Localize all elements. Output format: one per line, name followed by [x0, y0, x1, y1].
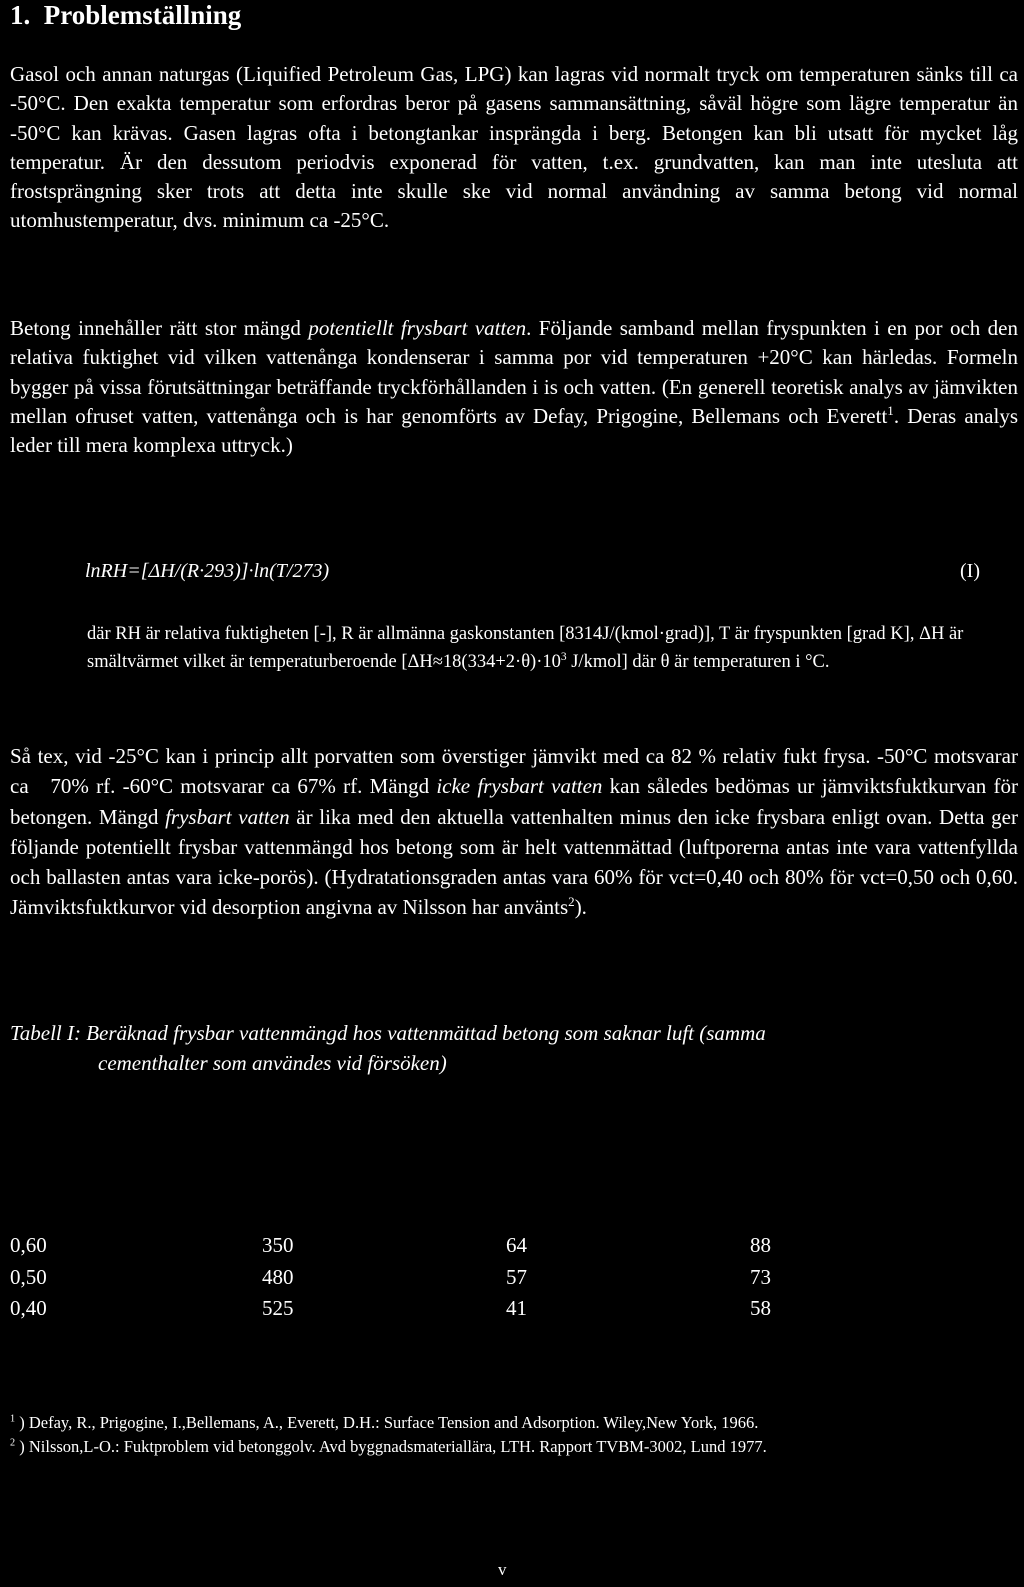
- formula-number: (I): [960, 560, 980, 582]
- table-cell: 0,50: [10, 1264, 47, 1289]
- text-span: ).: [574, 895, 587, 920]
- caption-line: cementhalter som användes vid försöken): [98, 1051, 447, 1075]
- footnote-text: ) Defay, R., Prigogine, I.,Bellemans, A., Everett, D.H.: Surface Tension and Adsorption. Wiley,New York, 1966.: [15, 1413, 759, 1432]
- page-number: v: [498, 1560, 507, 1579]
- text-span: Så tex, vid -25°C kan i princip allt porvatten som överstiger jämvikt med ca 82 % relativ fukt frysa. -50°C motsvarar ca 70% rf. -60°C motsvarar ca 67% rf. Mängd: [10, 744, 1018, 799]
- text-span: . Följande samband mellan fryspunkten i en por och den relativa fuktighet vid vilken vattenånga kondenserar i samma por vid temperaturen +20°C kan härledas. Formeln bygger på vissa förutsättningar beträffande tryckförhållanden i is och vatten. (En generell teoretisk analys av jämvikten mellan ofruset vatten, vattenånga och is har genomförts av Defay, Prigogine, Bellemans och Everett: [10, 316, 1019, 428]
- emphasis-text: icke frysbart vatten: [436, 774, 603, 799]
- text-span: där RH är relativa fuktigheten [-], R är allmänna gaskonstanten [8314J/(kmol·grad)], T är fryspunkten [grad K], ΔH är smältvärmet vilket är temperaturberoende [ΔH≈18(334+2·θ)·10: [87, 624, 964, 672]
- footnote-ref: 2: [568, 894, 575, 910]
- table-cell: 525: [262, 1296, 294, 1320]
- table-cell: 88: [750, 1233, 771, 1257]
- table-row: [10, 1265, 771, 1297]
- table-cell: 64: [506, 1233, 527, 1257]
- paragraph-frysbart-vatten: [10, 314, 1018, 460]
- text-span: . Deras analys leder till mera komplexa uttryck.): [10, 403, 1018, 458]
- table-caption: [10, 1018, 1010, 1078]
- text-span: kan således bedömas ur jämviktsfuktkurvan för betongen. Mängd: [10, 774, 1018, 829]
- exponent: 3: [560, 650, 567, 663]
- footnote: [10, 1413, 1010, 1433]
- text-span: är lika med den aktuella vattenhalten minus den icke frysbara enligt ovan. Detta ger följande potentiellt frysbar vattenmängd hos betong som är helt vattenmättad (luftporerna antas inte vara vattenfyllda och ballasten antas vara icke-porös). (Hydratationsgraden antas vara 60% för vct=0,40 och 80% för vct=0,50 och 0,60. Jämviktsfuktkurvor vid desorption angivna av Nilsson har använts: [10, 804, 1018, 920]
- caption-line: Tabell I: Beräknad frysbar vattenmängd hos vattenmättad betong som saknar luft (samma: [10, 1021, 766, 1045]
- footnote: [10, 1437, 1010, 1457]
- emphasis-text: frysbart vatten: [165, 804, 290, 829]
- table-cell: 41: [506, 1296, 527, 1320]
- table-cell: 350: [262, 1233, 294, 1257]
- table-cell: 57: [506, 1264, 527, 1289]
- footnote-ref: 1: [887, 402, 894, 418]
- footnote-mark: 1: [10, 1413, 16, 1425]
- formula-expression: lnRH=[ΔH/(R·293)]·ln(T/273): [85, 560, 330, 582]
- footnotes: [10, 1413, 1010, 1457]
- table-row: [10, 1233, 771, 1265]
- section-heading: 1. Problemställning: [10, 0, 242, 30]
- formula-explanation: [87, 620, 1017, 676]
- footnote-mark: 2: [10, 1437, 16, 1449]
- text-span: J/kmol] där θ är temperaturen i °C.: [566, 652, 830, 672]
- paragraph-problem-intro: Gasol och annan naturgas (Liquified Petroleum Gas, LPG) kan lagras vid normalt tryck om temperaturen sänks till ca -50°C. Den exakta temperatur som erfordras beror på gasens sammansättning, såväl högre som lägre temperatur än -50°C kan krävas. Gasen lagras ofta i betongtankar insprängda i berg. Betongen kan bli utsatt för mycket låg temperatur. Är den dessutom periodvis exponerad för vatten, t.ex. grundvatten, kan man inte utesluta att frostsprängning sker trots att detta inte skulle ske vid normal användning av samma betong vid normal utomhustemperatur, dvs. minimum ca -25°C.: [10, 62, 1018, 233]
- table-cell: 480: [262, 1264, 294, 1289]
- table-cell: 73: [750, 1264, 771, 1289]
- paragraph-example: [10, 741, 1018, 923]
- table-cell: 58: [750, 1296, 771, 1320]
- table-cell: 0,60: [10, 1233, 47, 1257]
- text-span: Betong innehåller rätt stor mängd: [10, 316, 309, 340]
- data-table: [10, 1233, 771, 1328]
- table-cell: 0,40: [10, 1296, 47, 1320]
- emphasis-text: potentiellt frysbart vatten: [308, 316, 527, 340]
- footnote-text: ) Nilsson,L-O.: Fuktproblem vid betonggolv. Avd byggnadsmateriallära, LTH. Rapport TVBM-3002, Lund 1977.: [15, 1437, 767, 1456]
- table-row: [10, 1296, 771, 1328]
